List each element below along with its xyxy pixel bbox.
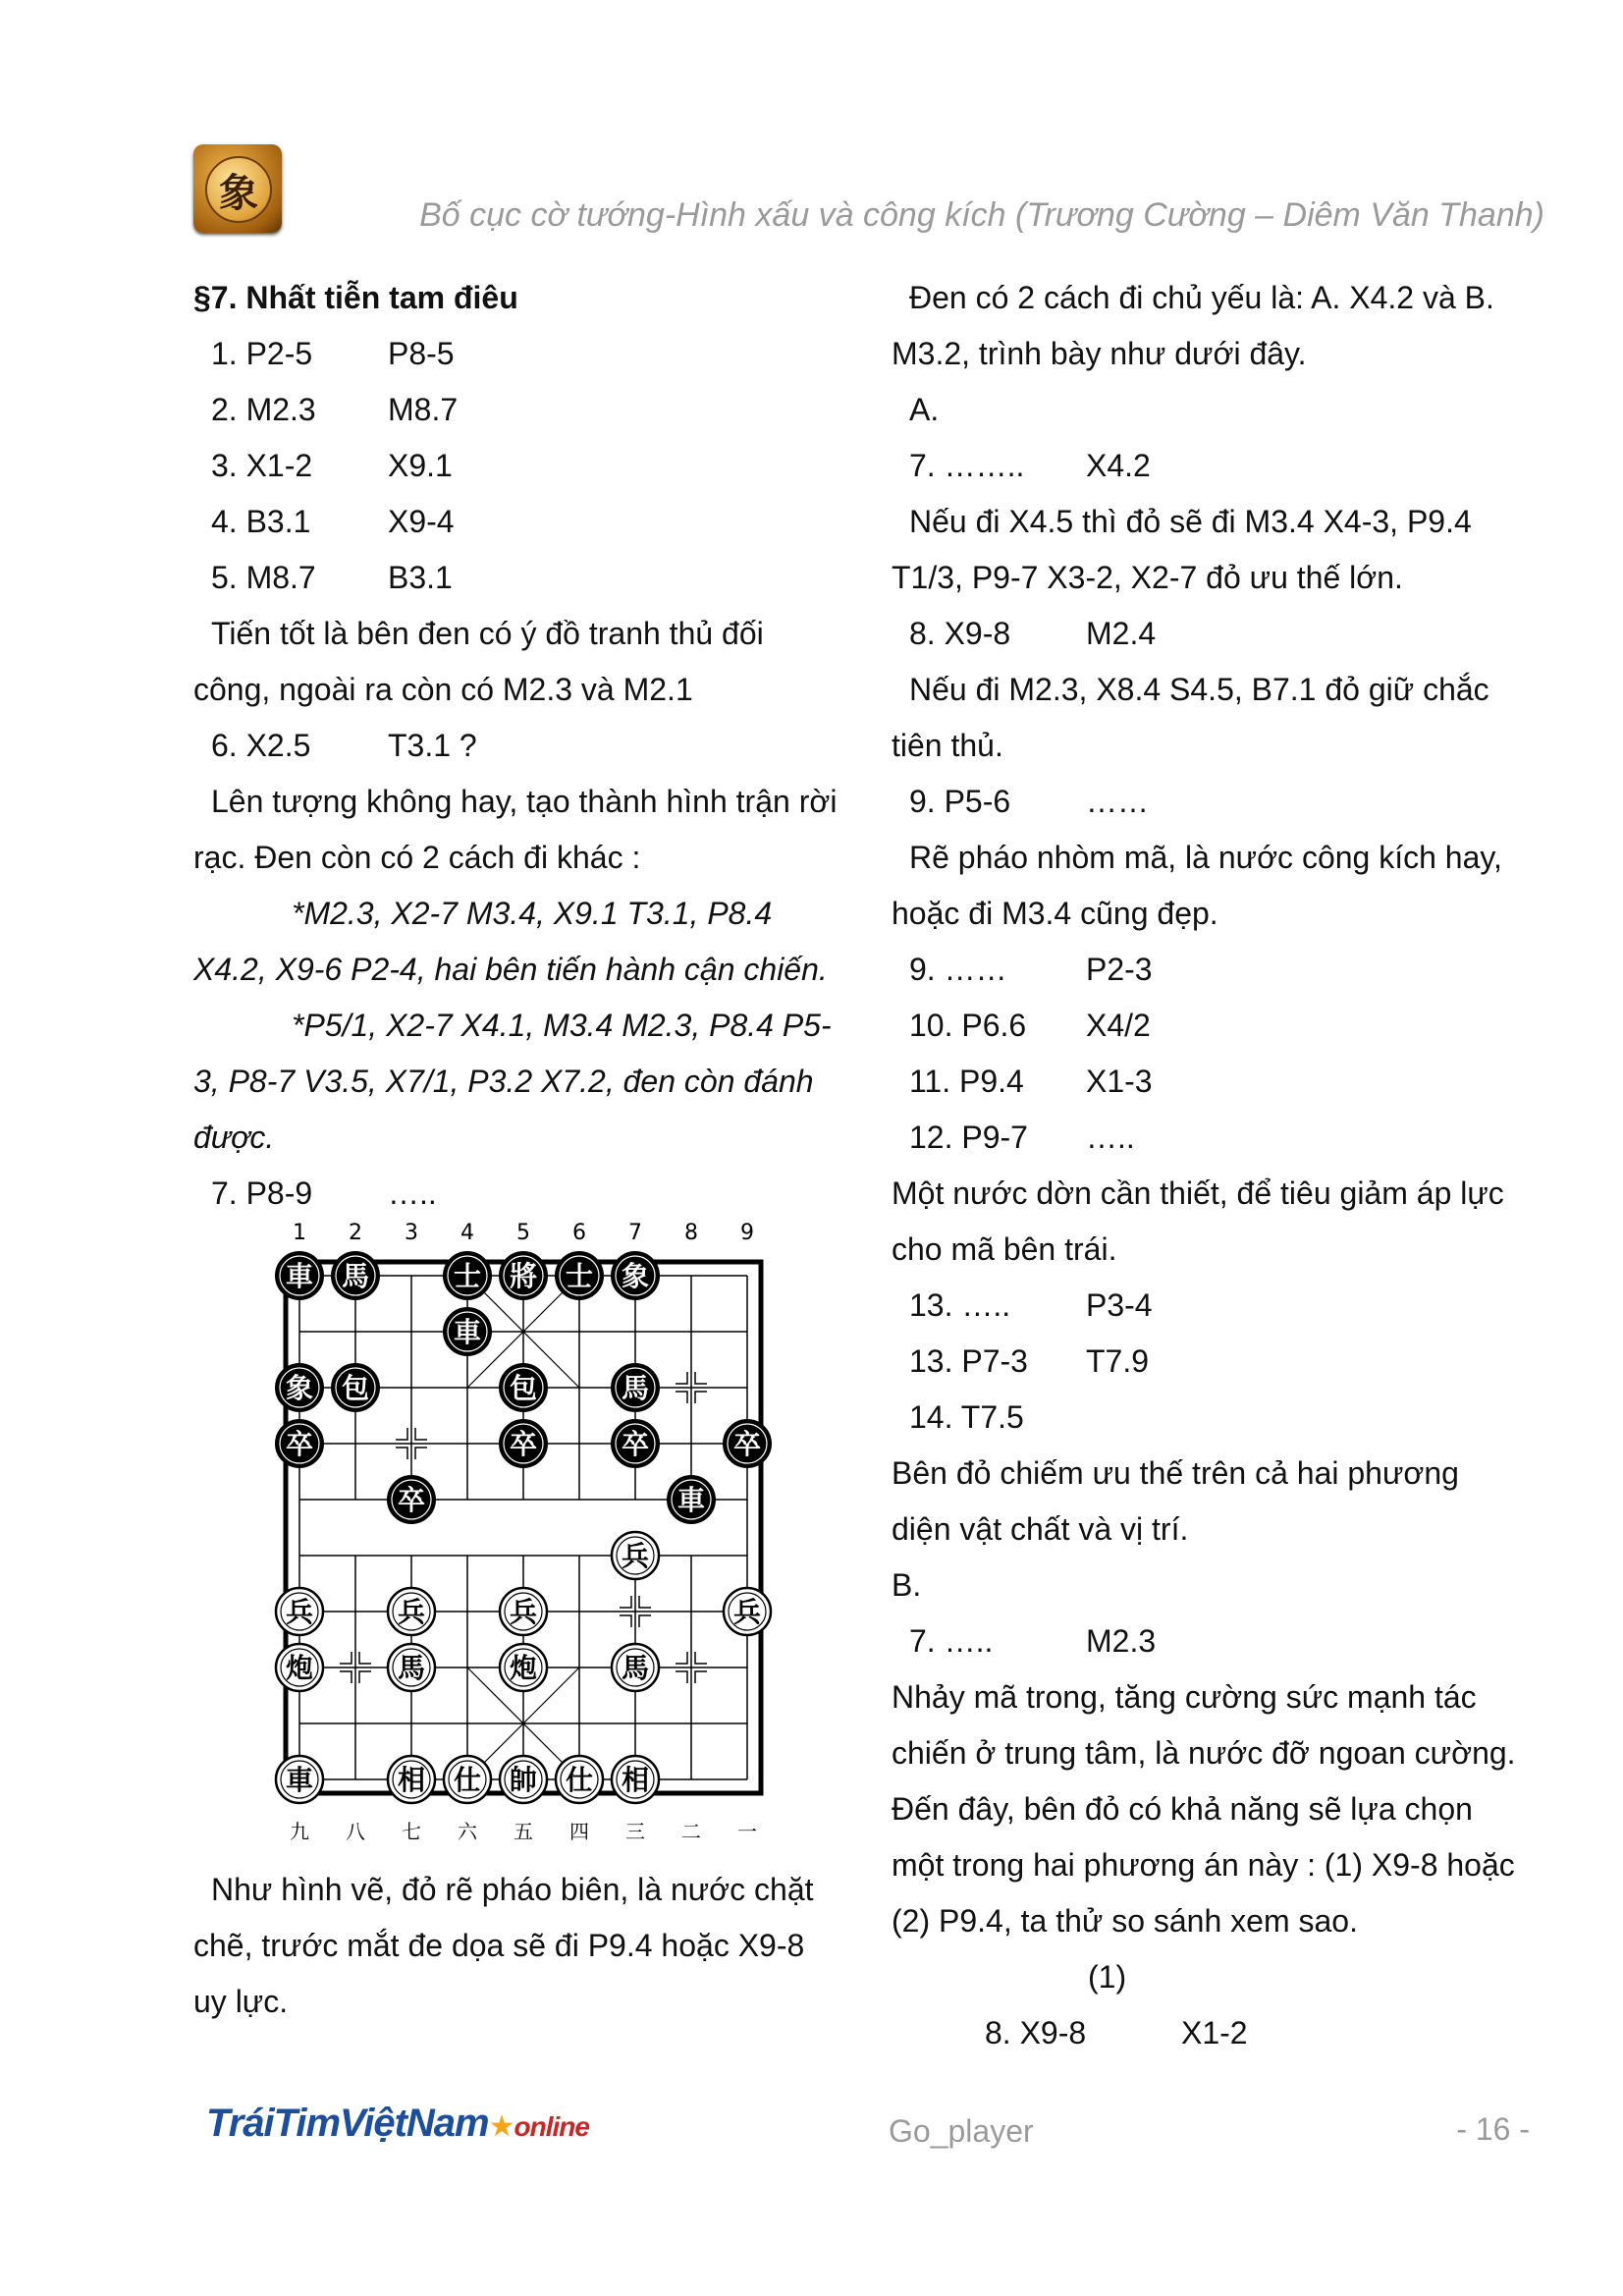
paragraph-line: công, ngoài ra còn có M2.3 và M2.1 xyxy=(193,672,693,707)
position-marker xyxy=(676,1372,687,1384)
file-label-top: 1 xyxy=(293,1222,306,1245)
move-row xyxy=(892,774,1549,830)
paragraph-line: Nếu đi M2.3, X8.4 S4.5, B7.1 đỏ giữ chắc xyxy=(909,672,1489,707)
position-marker xyxy=(676,1652,687,1664)
position-marker xyxy=(415,1448,427,1459)
paragraph-line: Bên đỏ chiếm ưu thế trên cả hai phương xyxy=(892,1455,1459,1491)
move-row xyxy=(892,1278,1549,1334)
paragraph-line: Một nước dờn cần thiết, để tiêu giảm áp lực xyxy=(892,1175,1504,1211)
black-piece-label: 士 xyxy=(453,1260,482,1292)
position-marker xyxy=(415,1428,427,1440)
file-label-top: 3 xyxy=(405,1222,418,1245)
position-marker xyxy=(695,1652,707,1664)
move-red: 1. P2-5 xyxy=(211,336,313,371)
move-row xyxy=(892,2005,1549,2061)
file-label-bottom: 八 xyxy=(346,1820,365,1843)
red-piece-label: 馬 xyxy=(397,1652,426,1684)
paragraph-line: rạc. Đen còn có 2 cách đi khác : xyxy=(193,840,641,875)
red-piece-label: 相 xyxy=(621,1764,650,1796)
footer-author: Go_player xyxy=(889,2113,1034,2149)
move-black: ….. xyxy=(388,1175,437,1211)
file-label-top: 8 xyxy=(684,1222,698,1245)
move-row xyxy=(193,326,846,382)
paragraph-line: Lên tượng không hay, tạo thành hình trận rời xyxy=(211,784,838,819)
black-piece-label: 卒 xyxy=(621,1428,650,1460)
move-black: X4/2 xyxy=(1086,1008,1151,1043)
position-marker xyxy=(359,1671,371,1683)
move-row xyxy=(193,550,846,606)
file-label-top: 2 xyxy=(349,1222,362,1245)
move-black: M8.7 xyxy=(388,392,459,427)
section-label: A. xyxy=(909,392,940,427)
file-label-bottom: 六 xyxy=(458,1820,477,1843)
move-red: 13. ….. xyxy=(909,1287,1011,1323)
red-piece-label: 兵 xyxy=(621,1540,650,1572)
move-black: M2.3 xyxy=(1086,1623,1157,1659)
subsection-label: (1) xyxy=(1088,1959,1127,1995)
brand-suffix: online xyxy=(514,2111,589,2142)
move-black: X1-3 xyxy=(1086,1064,1153,1099)
position-marker xyxy=(359,1652,371,1664)
move-row xyxy=(892,998,1549,1054)
logo-glyph: 象 xyxy=(205,156,272,223)
paragraph-line: Nếu đi X4.5 thì đỏ sẽ đi M3.4 X4-3, P9.4 xyxy=(909,504,1472,539)
move-red: 4. B3.1 xyxy=(211,504,311,539)
file-label-bottom: 一 xyxy=(737,1820,757,1843)
position-marker xyxy=(639,1615,651,1627)
red-piece-label: 相 xyxy=(397,1764,426,1796)
move-row xyxy=(193,438,846,494)
black-piece-label: 包 xyxy=(341,1372,370,1404)
move-black: M2.4 xyxy=(1086,616,1157,651)
position-marker xyxy=(396,1448,407,1459)
right-column xyxy=(892,270,1549,2061)
move-black: …… xyxy=(1086,784,1149,819)
black-piece-label: 卒 xyxy=(509,1428,538,1460)
variation-line: X4.2, X9-6 P2-4, hai bên tiến hành cận chiến. xyxy=(193,952,828,987)
xiangqi-logo xyxy=(193,144,282,233)
left-column xyxy=(193,270,846,2030)
opening-moves xyxy=(193,326,846,606)
file-label-top: 4 xyxy=(460,1222,474,1245)
file-label-bottom: 五 xyxy=(514,1820,533,1843)
paragraph-line: tiên thủ. xyxy=(892,728,1003,763)
section-label: B. xyxy=(892,1567,922,1603)
file-label-top: 6 xyxy=(572,1222,586,1245)
move-black: T3.1 ? xyxy=(388,728,477,763)
file-label-top: 5 xyxy=(516,1222,530,1245)
paragraph-line: chiến ở trung tâm, là nước đỡ ngoan cường. xyxy=(892,1735,1516,1771)
paragraph-line: diện vật chất và vị trí. xyxy=(892,1511,1189,1547)
red-piece-label: 馬 xyxy=(621,1652,650,1684)
move-black: X4.2 xyxy=(1086,448,1151,483)
variation-line: 3, P8-7 V3.5, X7/1, P3.2 X7.2, đen còn đánh xyxy=(193,1064,814,1099)
position-marker xyxy=(695,1372,707,1384)
black-piece-label: 卒 xyxy=(285,1428,314,1460)
red-piece-label: 車 xyxy=(285,1764,314,1796)
move-black: B3.1 xyxy=(388,560,453,595)
red-piece-label: 仕 xyxy=(565,1764,594,1796)
variation-line: *P5/1, X2-7 X4.1, M3.4 M2.3, P8.4 P5- xyxy=(292,1008,832,1043)
move-row xyxy=(193,718,846,774)
red-piece-label: 兵 xyxy=(732,1596,762,1628)
red-piece-label: 兵 xyxy=(509,1596,538,1628)
position-marker xyxy=(396,1428,407,1440)
paragraph-line: Rẽ pháo nhòm mã, là nước công kích hay, xyxy=(909,840,1502,875)
move-red: 10. P6.6 xyxy=(909,1008,1027,1043)
file-label-bottom: 三 xyxy=(625,1820,645,1843)
move-red: 14. T7.5 xyxy=(909,1399,1024,1435)
xiangqi-board xyxy=(193,1222,802,1862)
position-marker xyxy=(340,1652,352,1664)
move-red: 7. P8-9 xyxy=(211,1175,313,1211)
move-row xyxy=(892,1110,1549,1166)
brand-name: TráiTimViệtNam xyxy=(206,2102,489,2145)
file-label-bottom: 二 xyxy=(681,1820,701,1843)
paragraph-line: cho mã bên trái. xyxy=(892,1231,1117,1267)
black-piece-label: 將 xyxy=(509,1260,538,1292)
position-marker xyxy=(676,1392,687,1403)
move-row xyxy=(892,1334,1549,1390)
black-piece-label: 馬 xyxy=(621,1372,650,1404)
move-red: 2. M2.3 xyxy=(211,392,316,427)
paragraph-line: Đen có 2 cách đi chủ yếu là: A. X4.2 và B. xyxy=(909,280,1494,315)
board-diagram xyxy=(193,1222,846,1862)
paragraph-line: uy lực. xyxy=(193,1984,289,2019)
paragraph-line: (2) P9.4, ta thử so sánh xem sao. xyxy=(892,1903,1358,1939)
file-label-bottom: 九 xyxy=(290,1820,309,1843)
page-number: - 16 - xyxy=(1456,2111,1530,2147)
black-piece-label: 包 xyxy=(509,1372,538,1404)
red-piece-label: 兵 xyxy=(285,1596,314,1628)
black-piece-label: 卒 xyxy=(732,1428,762,1460)
red-piece-label: 炮 xyxy=(509,1652,538,1684)
red-piece-label: 仕 xyxy=(453,1764,482,1796)
move-red: 11. P9.4 xyxy=(909,1064,1024,1099)
position-marker xyxy=(695,1392,707,1403)
black-piece-label: 卒 xyxy=(397,1484,426,1516)
paragraph-line: chẽ, trước mắt đe dọa sẽ đi P9.4 hoặc X9-8 xyxy=(193,1928,805,1963)
red-piece-label: 兵 xyxy=(397,1596,426,1628)
file-label-top: 7 xyxy=(628,1222,642,1245)
paragraph-line: Tiến tốt là bên đen có ý đồ tranh thủ đối xyxy=(211,616,764,651)
page-header: Bố cục cờ tướng-Hình xấu và công kích (Trương Cường – Diêm Văn Thanh) xyxy=(419,196,1544,234)
paragraph-line: một trong hai phương án này : (1) X9-8 hoặc xyxy=(892,1847,1515,1883)
footer-brand xyxy=(206,2102,589,2146)
move-red: 7. ….. xyxy=(909,1623,994,1659)
red-piece-label: 帥 xyxy=(509,1764,538,1796)
move-row xyxy=(193,382,846,438)
position-marker xyxy=(695,1671,707,1683)
black-piece-label: 車 xyxy=(676,1484,706,1516)
paragraph-line: T1/3, P9-7 X3-2, X2-7 đỏ ưu thế lớn. xyxy=(892,560,1403,595)
move-black: ….. xyxy=(1086,1120,1135,1155)
move-black: T7.9 xyxy=(1086,1343,1150,1379)
move-row xyxy=(892,606,1549,662)
move-row xyxy=(193,494,846,550)
move-row xyxy=(892,1054,1549,1110)
move-red: 13. P7-3 xyxy=(909,1343,1028,1379)
variation-line: *M2.3, X2-7 M3.4, X9.1 T3.1, P8.4 xyxy=(292,896,773,931)
move-black: X9-4 xyxy=(388,504,455,539)
move-row xyxy=(892,1613,1549,1669)
red-piece-label: 炮 xyxy=(285,1652,314,1684)
star-icon: ★ xyxy=(488,2110,514,2143)
move-red: 6. X2.5 xyxy=(211,728,311,763)
move-red: 7. …….. xyxy=(909,448,1025,483)
move-red: 8. X9-8 xyxy=(985,2015,1087,2050)
position-marker xyxy=(639,1596,651,1608)
move-row xyxy=(193,1166,846,1222)
paragraph-line: Nhảy mã trong, tăng cường sức mạnh tác xyxy=(892,1679,1477,1715)
move-red: 9. P5-6 xyxy=(909,784,1011,819)
position-marker xyxy=(620,1615,631,1627)
move-black: X9.1 xyxy=(388,448,453,483)
black-piece-label: 象 xyxy=(285,1372,314,1404)
move-row xyxy=(892,1390,1549,1446)
black-piece-label: 馬 xyxy=(341,1260,370,1292)
paragraph-line: Như hình vẽ, đỏ rẽ pháo biên, là nước chặt xyxy=(211,1872,814,1907)
position-marker xyxy=(620,1596,631,1608)
move-row xyxy=(892,438,1549,494)
black-piece-label: 車 xyxy=(285,1260,314,1292)
paragraph-line: M3.2, trình bày như dưới đây. xyxy=(892,336,1307,371)
position-marker xyxy=(340,1671,352,1683)
position-marker xyxy=(676,1671,687,1683)
move-black: P8-5 xyxy=(388,336,455,371)
file-label-bottom: 四 xyxy=(569,1820,589,1843)
move-red: 5. M8.7 xyxy=(211,560,316,595)
move-red: 12. P9-7 xyxy=(909,1120,1028,1155)
paragraph-line: Đến đây, bên đỏ có khả năng sẽ lựa chọn xyxy=(892,1791,1473,1827)
move-black: X1-2 xyxy=(1181,2015,1248,2050)
paragraph-line: hoặc đi M3.4 cũng đẹp. xyxy=(892,896,1218,931)
file-label-bottom: 七 xyxy=(402,1820,421,1843)
file-label-top: 9 xyxy=(740,1222,754,1245)
section-heading: §7. Nhất tiễn tam điêu xyxy=(193,280,518,315)
black-piece-label: 士 xyxy=(565,1260,594,1292)
black-piece-label: 車 xyxy=(453,1316,482,1348)
move-black: P2-3 xyxy=(1086,952,1153,987)
move-row xyxy=(892,942,1549,998)
move-red: 3. X1-2 xyxy=(211,448,313,483)
move-red: 9. …… xyxy=(909,952,1007,987)
move-black: P3-4 xyxy=(1086,1287,1153,1323)
black-piece-label: 象 xyxy=(621,1260,650,1292)
variation-line: được. xyxy=(193,1120,275,1155)
move-red: 8. X9-8 xyxy=(909,616,1011,651)
